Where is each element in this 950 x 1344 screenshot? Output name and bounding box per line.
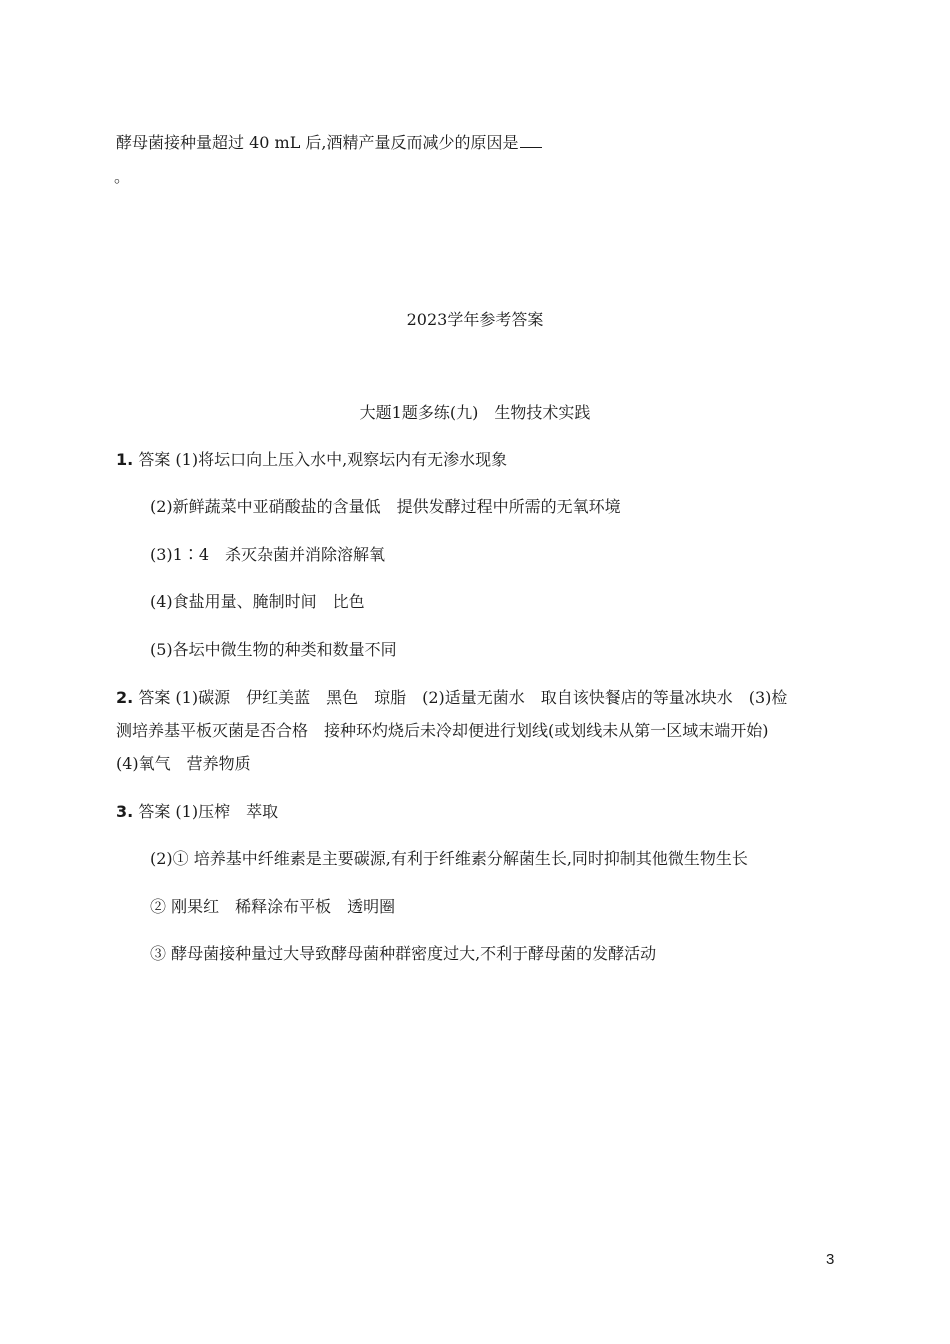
answer-1-part2: (2)新鲜蔬菜中亚硝酸盐的含量低 提供发酵过程中所需的无氧环境: [150, 497, 621, 516]
answers-subheading: 大题1题多练(九) 生物技术实践: [359, 403, 591, 422]
answer-2-line2: 测培养基平板灭菌是否合格 接种环灼烧后未冷却便进行划线(或划线未从第一区域末端开始): [116, 721, 769, 740]
answer-2-label: 答案: [138, 688, 171, 707]
answer-1-number: 1.: [116, 450, 134, 469]
answer-3-label: 答案: [138, 802, 171, 821]
answer-1-line: [116, 450, 507, 470]
question-tail-line1: [116, 133, 542, 153]
answer-1-part4: (4)食盐用量、腌制时间 比色: [150, 592, 365, 611]
page-number: 3: [826, 1251, 835, 1268]
question-tail-text: 酵母菌接种量超过 40 mL 后,酒精产量反而减少的原因是: [116, 133, 519, 152]
answer-3-line: [116, 802, 278, 822]
answer-2-text-1: (1)碳源 伊红美蓝 黑色 琼脂 (2)适量无菌水 取自该快餐店的等量冰块水 (3)检: [175, 688, 788, 707]
answers-heading: 2023学年参考答案: [406, 310, 544, 329]
answer-1-part5: (5)各坛中微生物的种类和数量不同: [150, 640, 397, 659]
answer-2-line3: (4)氧气 营养物质: [116, 754, 251, 773]
answer-1-part1: (1)将坛口向上压入水中,观察坛内有无渗水现象: [175, 450, 508, 469]
answer-blank: [520, 133, 542, 148]
answer-2-number: 2.: [116, 688, 134, 707]
answer-3-part2c: ③ 酵母菌接种量过大导致酵母菌种群密度过大,不利于酵母菌的发酵活动: [150, 944, 657, 963]
answer-3-part2a: (2)① 培养基中纤维素是主要碳源,有利于纤维素分解菌生长,同时抑制其他微生物生长: [150, 849, 748, 868]
answer-2-line1: [116, 688, 787, 708]
answer-3-part2b: ② 刚果红 稀释涂布平板 透明圈: [150, 897, 396, 916]
question-tail-line2: 。: [114, 167, 131, 186]
answer-1-label: 答案: [138, 450, 171, 469]
answer-1-part3: (3)1∶4 杀灭杂菌并消除溶解氧: [150, 545, 386, 564]
answer-3-number: 3.: [116, 802, 134, 821]
answer-3-part1: (1)压榨 萃取: [175, 802, 279, 821]
